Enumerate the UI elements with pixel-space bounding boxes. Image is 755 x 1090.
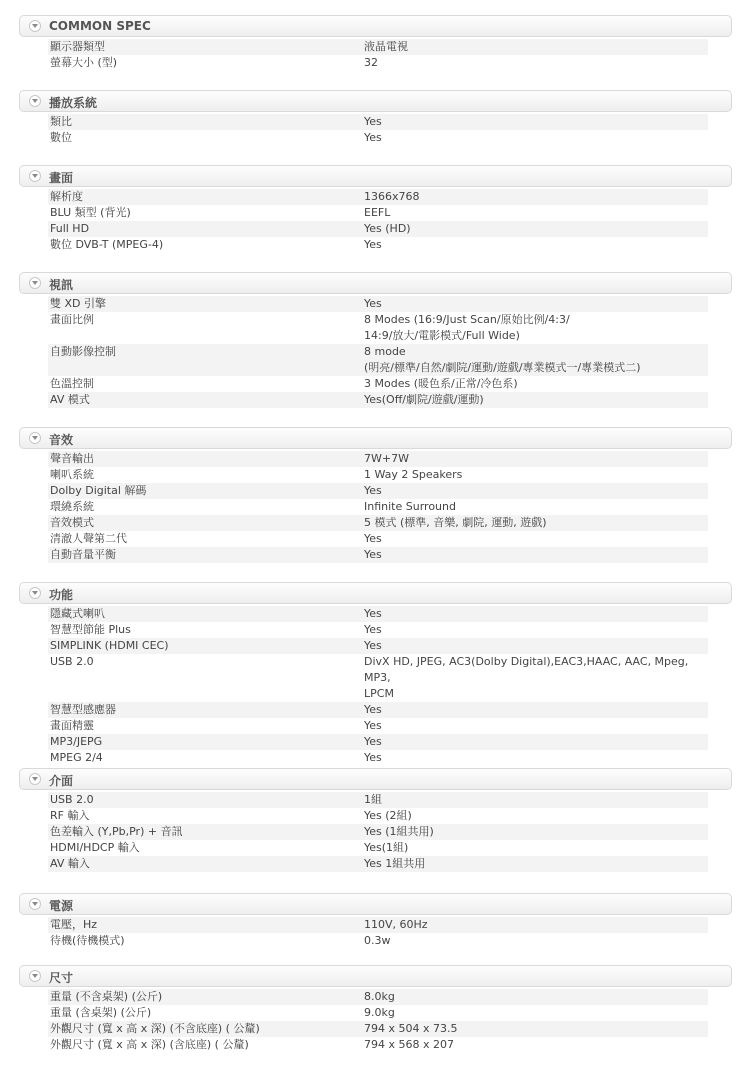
spec-value: Infinite Surround: [364, 500, 456, 513]
spec-row: [48, 531, 708, 547]
spec-label: 數位: [50, 131, 72, 144]
section-header[interactable]: [19, 165, 732, 187]
spec-label: 重量 (含桌架) (公斤): [50, 1006, 152, 1019]
section-header[interactable]: [19, 965, 732, 987]
spec-label: MP3/JEPG: [50, 735, 103, 748]
spec-value: Yes: [364, 607, 382, 620]
spec-label: 畫面比例: [50, 313, 94, 326]
spec-rows: [48, 987, 708, 1053]
spec-row: [48, 750, 708, 766]
spec-row: [48, 467, 708, 483]
spec-label: 螢幕大小 (型): [50, 56, 118, 69]
spec-value: 7W+7W: [364, 452, 409, 465]
spec-label: 重量 (不含桌架) (公斤): [50, 990, 163, 1003]
collapse-toggle-icon[interactable]: [29, 587, 41, 599]
spec-row: [48, 824, 708, 840]
spec-value: Yes: [364, 703, 382, 716]
spec-label: 自動影像控制: [50, 345, 116, 358]
spec-row: [48, 654, 708, 702]
section-title: 視訊: [49, 278, 74, 292]
spec-value: 110V, 60Hz: [364, 918, 428, 931]
spec-row: [48, 344, 708, 376]
spec-value: 8 mode (明亮/標準/自然/劇院/運動/遊戲/專業模式一/專業模式二): [364, 345, 641, 374]
spec-section: [0, 15, 755, 71]
spec-section: [0, 582, 755, 766]
spec-section: [0, 165, 755, 253]
section-header[interactable]: [19, 15, 732, 37]
spec-label: 顯示器類型: [50, 40, 105, 53]
spec-value: 1 Way 2 Speakers: [364, 468, 463, 481]
spec-value: 5 模式 (標準, 音樂, 劇院, 運動, 遊戲): [364, 516, 547, 529]
section-title: COMMON SPEC: [49, 19, 151, 33]
spec-section: [0, 965, 755, 1053]
spec-label: 智慧型感應器: [50, 703, 116, 716]
spec-value: 3 Modes (暖色系/正常/冷色系): [364, 377, 518, 390]
spec-rows: [48, 37, 708, 71]
spec-label: Full HD: [50, 222, 90, 235]
spec-label: 畫面精靈: [50, 719, 94, 732]
spec-row: [48, 1021, 708, 1037]
spec-row: [48, 734, 708, 750]
spec-row: [48, 840, 708, 856]
spec-row: [48, 933, 708, 949]
spec-row: [48, 989, 708, 1005]
spec-value: 液晶電視: [364, 40, 408, 53]
spec-value: Yes (2組): [364, 809, 412, 822]
collapse-toggle-icon[interactable]: [29, 898, 41, 910]
spec-value: 794 x 504 x 73.5: [364, 1022, 458, 1035]
spec-row: [48, 515, 708, 531]
spec-value: Yes: [364, 751, 382, 764]
spec-value: 0.3w: [364, 934, 391, 947]
spec-label: 色差輸入 (Y,Pb,Pr) + 音訊: [50, 825, 183, 838]
spec-label: 解析度: [50, 190, 83, 203]
spec-value: Yes: [364, 131, 382, 144]
spec-label: 電壓，Hz: [50, 918, 98, 931]
spec-label: USB 2.0: [50, 793, 94, 806]
spec-section: [0, 768, 755, 872]
spec-label: MPEG 2/4: [50, 751, 103, 764]
spec-rows: [48, 915, 708, 949]
spec-row: [48, 606, 708, 622]
spec-value: Yes: [364, 548, 382, 561]
spec-row: [48, 312, 708, 344]
spec-label: 雙 XD 引擎: [50, 297, 106, 310]
spec-rows: [48, 790, 708, 872]
spec-value: Yes(Off/劇院/遊戲/運動): [364, 393, 484, 406]
spec-row: [48, 702, 708, 718]
spec-label: RF 輸入: [50, 809, 90, 822]
spec-section: [0, 90, 755, 146]
spec-value: Yes: [364, 639, 382, 652]
spec-value: Yes: [364, 623, 382, 636]
spec-rows: [48, 449, 708, 563]
spec-value: 794 x 568 x 207: [364, 1038, 454, 1051]
spec-row: [48, 205, 708, 221]
spec-value: 1組: [364, 793, 382, 806]
spec-row: [48, 189, 708, 205]
spec-row: [48, 499, 708, 515]
spec-row: [48, 237, 708, 253]
spec-value: Yes 1組共用: [364, 857, 426, 870]
section-title: 畫面: [49, 171, 74, 185]
spec-value: Yes(1組): [364, 841, 409, 854]
spec-value: Yes: [364, 297, 382, 310]
spec-label: 智慧型節能 Plus: [50, 623, 131, 636]
spec-value: Yes: [364, 532, 382, 545]
spec-row: [48, 376, 708, 392]
collapse-toggle-icon[interactable]: [29, 170, 41, 182]
spec-row: [48, 130, 708, 146]
spec-label: 環繞系統: [50, 500, 94, 513]
collapse-toggle-icon[interactable]: [29, 277, 41, 289]
section-title: 介面: [49, 774, 74, 788]
spec-label: 數位 DVB-T (MPEG-4): [50, 238, 164, 251]
section-header[interactable]: [19, 768, 732, 790]
spec-rows: [48, 187, 708, 253]
spec-section: [0, 893, 755, 949]
spec-rows: [48, 112, 708, 146]
section-header[interactable]: [19, 90, 732, 112]
spec-row: [48, 718, 708, 734]
section-title: 功能: [49, 588, 74, 602]
spec-value: Yes: [364, 735, 382, 748]
section-header[interactable]: [19, 272, 732, 294]
collapse-toggle-icon[interactable]: [29, 432, 41, 444]
spec-label: 隱藏式喇叭: [50, 607, 105, 620]
spec-value: 1366x768: [364, 190, 420, 203]
section-title: 尺寸: [49, 971, 74, 985]
spec-value: 9.0kg: [364, 1006, 395, 1019]
spec-value: Yes: [364, 238, 382, 251]
spec-value: Yes: [364, 719, 382, 732]
spec-row: [48, 808, 708, 824]
spec-label: 喇叭系統: [50, 468, 94, 481]
spec-label: BLU 類型 (背光): [50, 206, 131, 219]
spec-label: HDMI/HDCP 輸入: [50, 841, 140, 854]
spec-row: [48, 39, 708, 55]
spec-label: Dolby Digital 解碼: [50, 484, 147, 497]
spec-value: Yes (1組共用): [364, 825, 434, 838]
collapse-toggle-icon[interactable]: [29, 773, 41, 785]
section-title: 音效: [49, 433, 74, 447]
section-title: 播放系統: [49, 96, 98, 110]
spec-value: Yes: [364, 115, 382, 128]
spec-row: [48, 1005, 708, 1021]
spec-label: 色溫控制: [50, 377, 94, 390]
spec-label: 外觀尺寸 (寬 x 高 x 深) (不含底座) ( 公釐): [50, 1022, 260, 1035]
spec-label: 自動音量平衡: [50, 548, 116, 561]
spec-value: EEFL: [364, 206, 391, 219]
spec-value: 8.0kg: [364, 990, 395, 1003]
spec-label: AV 模式: [50, 393, 90, 406]
spec-label: USB 2.0: [50, 655, 94, 668]
spec-row: [48, 451, 708, 467]
spec-label: 外觀尺寸 (寬 x 高 x 深) (含底座) ( 公釐): [50, 1038, 249, 1051]
spec-row: [48, 114, 708, 130]
spec-row: [48, 296, 708, 312]
spec-label: SIMPLINK (HDMI CEC): [50, 639, 169, 652]
spec-label: 音效模式: [50, 516, 94, 529]
section-header[interactable]: [19, 893, 732, 915]
spec-value: Yes (HD): [364, 222, 411, 235]
spec-value: 32: [364, 56, 378, 69]
collapse-toggle-icon[interactable]: [29, 970, 41, 982]
spec-label: 待機(待機模式): [50, 934, 125, 947]
spec-label: 類比: [50, 115, 72, 128]
collapse-toggle-icon[interactable]: [29, 20, 41, 32]
spec-row: [48, 622, 708, 638]
spec-row: [48, 221, 708, 237]
spec-value: Yes: [364, 484, 382, 497]
spec-section: [0, 427, 755, 563]
spec-row: [48, 392, 708, 408]
spec-label: 聲音輸出: [50, 452, 94, 465]
spec-value: 8 Modes (16:9/Just Scan/原始比例/4:3/ 14:9/放大/電影模式/Full Wide): [364, 313, 570, 342]
spec-label: AV 輸入: [50, 857, 90, 870]
spec-row: [48, 917, 708, 933]
spec-row: [48, 1037, 708, 1053]
spec-rows: [48, 294, 708, 408]
spec-value: DivX HD, JPEG, AC3(Dolby Digital),EAC3,HAAC, AAC, Mpeg, MP3, LPCM: [364, 655, 689, 700]
section-header[interactable]: [19, 427, 732, 449]
spec-row: [48, 792, 708, 808]
section-header[interactable]: [19, 582, 732, 604]
collapse-toggle-icon[interactable]: [29, 95, 41, 107]
spec-row: [48, 483, 708, 499]
spec-label: 清澈人聲第二代: [50, 532, 127, 545]
spec-row: [48, 547, 708, 563]
spec-section: [0, 272, 755, 408]
spec-row: [48, 55, 708, 71]
spec-row: [48, 856, 708, 872]
section-title: 電源: [49, 899, 74, 913]
spec-rows: [48, 604, 708, 766]
spec-row: [48, 638, 708, 654]
